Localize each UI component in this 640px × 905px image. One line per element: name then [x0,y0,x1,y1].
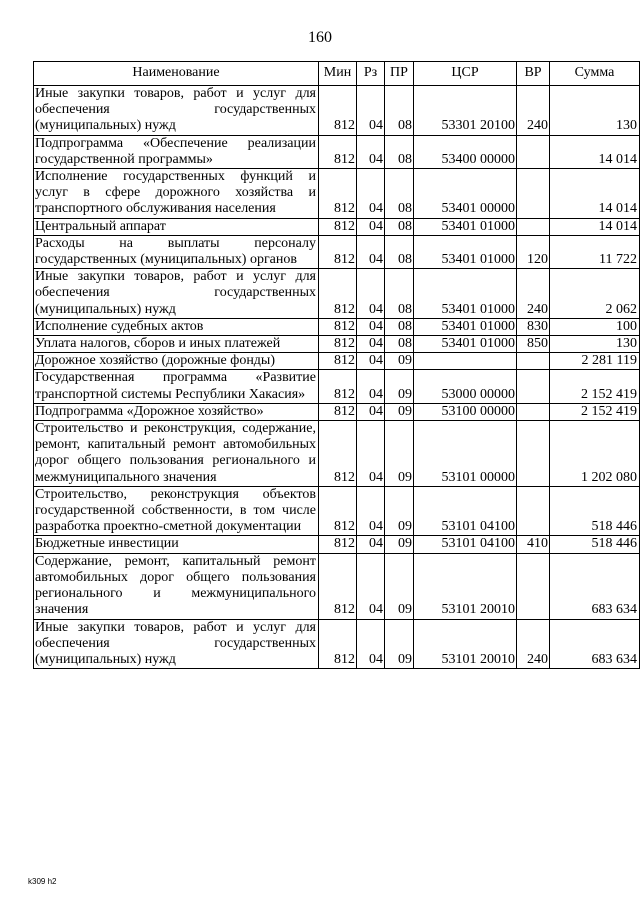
cell-rz: 04 [357,403,385,420]
page-number: 160 [308,29,332,46]
cell-sum: 130 [550,86,640,136]
cell-vr: 410 [517,536,550,553]
cell-csr: 53000 00000 [414,370,517,403]
cell-name: Строительство и реконструкция, содержание, ремонт, капитальный ремонт автомобильных дорог общего пользования регионального и межмуниципального значения [34,421,319,487]
cell-name: Бюджетные инвестиции [34,536,319,553]
cell-rz: 04 [357,370,385,403]
cell-sum: 2 152 419 [550,403,640,420]
cell-sum: 683 634 [550,553,640,619]
cell-pr: 09 [385,486,414,536]
cell-sum: 14 014 [550,218,640,235]
cell-min: 812 [319,336,357,353]
table-row [34,135,640,168]
table-row [34,269,640,319]
cell-rz: 04 [357,86,385,136]
cell-rz: 04 [357,318,385,335]
cell-name: Государственная программа «Развитие транспортной системы Республики Хакасия» [34,370,319,403]
cell-name: Уплата налогов, сборов и иных платежей [34,336,319,353]
cell-pr: 08 [385,269,414,319]
cell-vr [517,553,550,619]
cell-min: 812 [319,619,357,669]
cell-sum: 518 446 [550,536,640,553]
cell-min: 812 [319,536,357,553]
cell-sum: 518 446 [550,486,640,536]
cell-csr: 53101 04100 [414,486,517,536]
footer-code: k309 h2 [28,877,57,886]
cell-sum: 2 062 [550,269,640,319]
cell-vr: 120 [517,235,550,268]
table-row [34,218,640,235]
cell-csr: 53401 01000 [414,336,517,353]
cell-name: Иные закупки товаров, работ и услуг для обеспечения государственных (муниципальных) нужд [34,269,319,319]
cell-csr: 53401 01000 [414,235,517,268]
header-name: Наименование [34,62,319,86]
cell-vr [517,169,550,219]
cell-rz: 04 [357,235,385,268]
cell-csr: 53401 01000 [414,218,517,235]
cell-csr: 53301 20100 [414,86,517,136]
cell-sum: 14 014 [550,135,640,168]
table-row [34,486,640,536]
cell-name: Содержание, ремонт, капитальный ремонт автомобильных дорог общего пользования регионального и межмуниципального значения [34,553,319,619]
cell-csr: 53101 20010 [414,553,517,619]
cell-min: 812 [319,86,357,136]
cell-name: Иные закупки товаров, работ и услуг для обеспечения государственных (муниципальных) нужд [34,619,319,669]
cell-pr: 09 [385,536,414,553]
cell-pr: 09 [385,370,414,403]
cell-name: Иные закупки товаров, работ и услуг для обеспечения государственных (муниципальных) нужд [34,86,319,136]
header-min: Мин [319,62,357,86]
cell-rz: 04 [357,169,385,219]
cell-vr [517,135,550,168]
table-row [34,619,640,669]
cell-sum: 683 634 [550,619,640,669]
cell-name: Подпрограмма «Дорожное хозяйство» [34,403,319,420]
cell-csr: 53401 01000 [414,318,517,335]
cell-min: 812 [319,269,357,319]
cell-sum: 11 722 [550,235,640,268]
cell-name: Дорожное хозяйство (дорожные фонды) [34,353,319,370]
cell-min: 812 [319,370,357,403]
cell-rz: 04 [357,336,385,353]
table-header-row [34,62,640,86]
header-vr: ВР [517,62,550,86]
cell-min: 812 [319,235,357,268]
cell-csr: 53101 04100 [414,536,517,553]
cell-name: Строительство, реконструкция объектов государственной собственности, в том числе разработка проектно-сметной документации [34,486,319,536]
cell-csr: 53401 01000 [414,269,517,319]
header-pr: ПР [385,62,414,86]
cell-csr: 53100 00000 [414,403,517,420]
table-row [34,336,640,353]
cell-rz: 04 [357,218,385,235]
cell-csr: 53401 00000 [414,169,517,219]
cell-vr [517,370,550,403]
cell-min: 812 [319,421,357,487]
cell-pr: 09 [385,553,414,619]
cell-name: Расходы на выплаты персоналу государственных (муниципальных) органов [34,235,319,268]
header-rz: Рз [357,62,385,86]
table-row [34,370,640,403]
cell-vr [517,421,550,487]
cell-min: 812 [319,353,357,370]
cell-csr [414,353,517,370]
cell-pr: 08 [385,86,414,136]
cell-name: Исполнение судебных актов [34,318,319,335]
cell-vr [517,353,550,370]
cell-csr: 53400 00000 [414,135,517,168]
table-row [34,553,640,619]
cell-pr: 09 [385,403,414,420]
cell-pr: 08 [385,218,414,235]
cell-vr: 240 [517,269,550,319]
cell-vr: 850 [517,336,550,353]
table-row [34,421,640,487]
table-row [34,169,640,219]
cell-vr: 240 [517,619,550,669]
cell-vr [517,403,550,420]
cell-name: Исполнение государственных функций и услуг в сфере дорожного хозяйства и транспортного обслуживания населения [34,169,319,219]
cell-min: 812 [319,135,357,168]
table-row [34,318,640,335]
cell-rz: 04 [357,135,385,168]
cell-vr [517,486,550,536]
cell-pr: 09 [385,353,414,370]
cell-pr: 08 [385,169,414,219]
cell-rz: 04 [357,269,385,319]
cell-rz: 04 [357,486,385,536]
cell-min: 812 [319,553,357,619]
cell-rz: 04 [357,619,385,669]
cell-sum: 130 [550,336,640,353]
cell-csr: 53101 00000 [414,421,517,487]
header-csr: ЦСР [414,62,517,86]
cell-pr: 08 [385,135,414,168]
cell-csr: 53101 20010 [414,619,517,669]
cell-rz: 04 [357,536,385,553]
cell-rz: 04 [357,353,385,370]
cell-name: Подпрограмма «Обеспечение реализации государственной программы» [34,135,319,168]
table-row [34,86,640,136]
cell-min: 812 [319,318,357,335]
cell-pr: 09 [385,619,414,669]
table-row [34,536,640,553]
cell-min: 812 [319,403,357,420]
cell-pr: 08 [385,318,414,335]
cell-min: 812 [319,486,357,536]
cell-min: 812 [319,169,357,219]
table-row [34,403,640,420]
cell-vr: 240 [517,86,550,136]
table-row [34,353,640,370]
cell-min: 812 [319,218,357,235]
header-sum: Сумма [550,62,640,86]
cell-sum: 2 152 419 [550,370,640,403]
cell-pr: 09 [385,421,414,487]
cell-sum: 14 014 [550,169,640,219]
table-row [34,235,640,268]
cell-sum: 2 281 119 [550,353,640,370]
cell-vr: 830 [517,318,550,335]
cell-pr: 08 [385,336,414,353]
cell-pr: 08 [385,235,414,268]
cell-rz: 04 [357,421,385,487]
cell-name: Центральный аппарат [34,218,319,235]
cell-sum: 100 [550,318,640,335]
budget-table [33,61,640,669]
cell-vr [517,218,550,235]
cell-rz: 04 [357,553,385,619]
cell-sum: 1 202 080 [550,421,640,487]
